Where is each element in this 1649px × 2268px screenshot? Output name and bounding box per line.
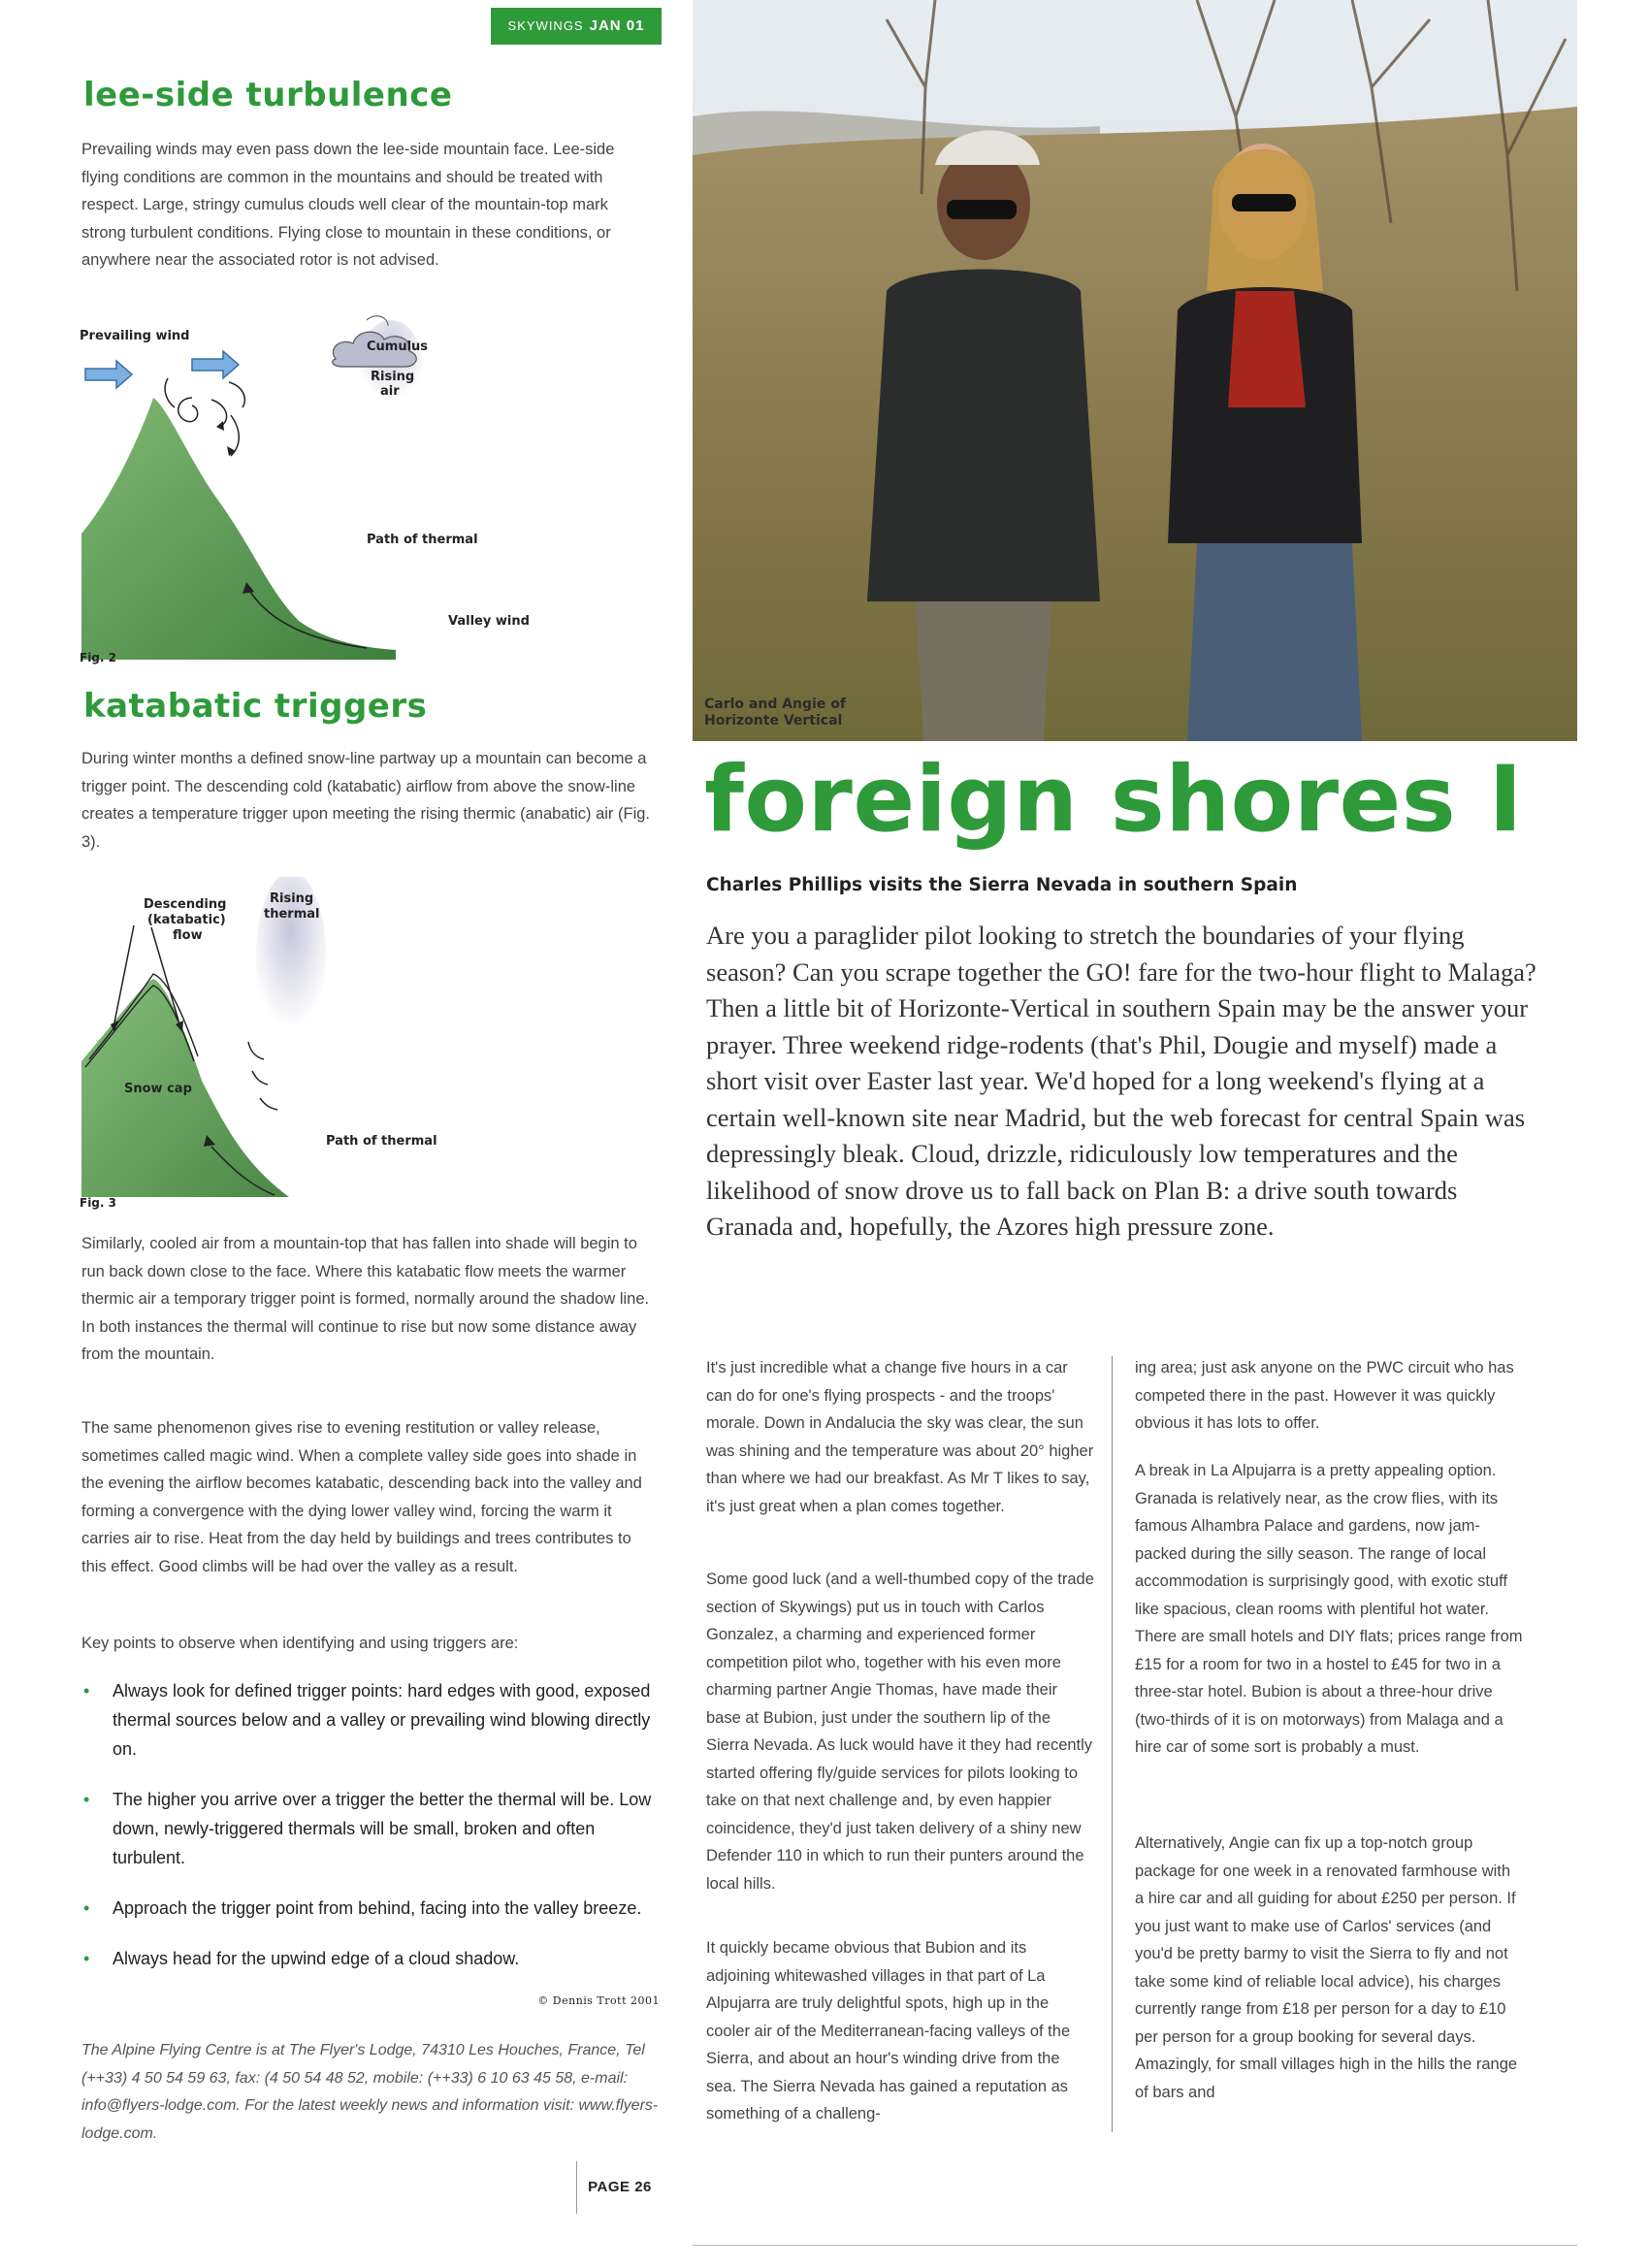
photo-carlo-and-angie	[693, 0, 1577, 741]
column-3-paragraph: ing area; just ask anyone on the PWC circuit who has competed there in the past. However it was quickly obvious it has lots to offer.	[1135, 1359, 1514, 1432]
article-intro: Are you a paraglider pilot looking to stretch the boundaries of your flying season? Can you scrape together the GO! fare for the two-hour flight to Malaga? Then a little bit of Horizonte-Vertical in southern Spain may be the answer your prayer. Three weekend ridge-rodents (that's Phil, Dougie and myself) made a short visit over Easter last year. We'd hoped for a long weekend's flying at a certain well-known site near Madrid, but the web forecast for central Spain was depressingly bleak. Cloud, drizzle, ridiculously low temperatures and the likelihood of snow drove us to fall back on Plan B: a drive south towards Granada and, hopefully, the Azores high pressure zone.	[706, 921, 1536, 1241]
alpine-flying-centre-footer: The Alpine Flying Centre is at The Flyer's Lodge, 74310 Les Houches, France, Tel (++33) 4 50 54 59 63, fax: (4 50 54 48 52, mobile: (++33) 6 10 63 45 58, e-mail: info@flyers-lodge.com. For the latest weekly news and information visit: www.flyers-lodge.com.	[81, 2042, 659, 2142]
wind-arrow-2	[192, 351, 239, 378]
fig-2-label: Fig. 2	[80, 651, 116, 664]
key-point-item: • The higher you arrive over a trigger the better the thermal will be. Low down, newly-triggered thermals will be small, broken and often turbulent.	[81, 1785, 663, 1872]
article-subtitle: Charles Phillips visits the Sierra Nevada in southern Spain	[706, 875, 1298, 895]
rising-thermal-label-2: thermal	[264, 907, 320, 922]
copyright-notice: © Dennis Trott 2001	[537, 1994, 660, 2007]
photo-caption-line-2: Horizonte Vertical	[704, 713, 843, 729]
key-point-item: • Approach the trigger point from behind, facing into the valley breeze.	[81, 1894, 663, 1923]
column-2-paragraph: Some good luck (and a well-thumbed copy of the trade section of Skywings) put us in touch with Carlos Gonzalez, a charming and experienced former competition pilot who, together with his even more charming partner Angie Thomas, have made their base at Bubion, just under the southern lip of the Sierra Nevada. As luck would have it they had recently started offering fly/guide services for pilots looking to take on that next challenge and, by even happier coincidence, they'd just taken delivery of a shiny new Defender 110 in which to run their punters around the local hills.	[706, 1571, 1094, 1893]
key-point-item: • Always head for the upwind edge of a cloud shadow.	[81, 1944, 663, 1973]
fig-3-diagram	[76, 877, 502, 1216]
photo-caption	[704, 697, 898, 729]
rising-thermal-label-1: Rising	[270, 891, 314, 906]
snow-cap-label: Snow cap	[124, 1082, 192, 1096]
rising-air-label-2: air	[380, 384, 400, 399]
path-of-thermal-label: Path of thermal	[367, 533, 478, 547]
column-2-paragraph: It quickly became obvious that Bubion and its adjoining whitewashed villages in that part of La Alpujarra are truly delightful spots, high up in the cooler air of the Mediterranean-facing valleys of the Sierra, and about an hour's winding drive from the sea. The Sierra Nevada has gained a reputation as something of a challeng-	[706, 1939, 1071, 2122]
lee-side-paragraph: Prevailing winds may even pass down the lee-side mountain face. Lee-side flying conditions are common in the mountains and should be treated with respect. Large, stringy cumulus clouds well clear of the mountain-top mark strong turbulent conditions. Flying close to mountain in these conditions, or anywhere near the associated rotor is not advised.	[81, 141, 615, 269]
cumulus-label: Cumulus	[367, 340, 429, 354]
path-of-thermal-label: Path of thermal	[326, 1134, 437, 1149]
katabatic-paragraph: During winter months a defined snow-line partway up a mountain can become a trigger point. The descending cold (katabatic) airflow from above the snow-line creates a temperature trigger upon meeting the rising thermic (anabatic) air (Fig. 3).	[81, 750, 651, 851]
descending-label-2: (katabatic)	[147, 913, 226, 927]
valley-wind-label: Valley wind	[448, 614, 530, 629]
rising-air-label-1: Rising	[371, 370, 415, 384]
fig-2-diagram	[76, 301, 561, 669]
article-title: foreign shores I	[704, 747, 1523, 853]
prevailing-wind-label: Prevailing wind	[80, 329, 190, 343]
same-phenomenon-paragraph: The same phenomenon gives rise to evening restitution or valley release, sometimes called magic wind. When a complete valley side goes into shade in the evening the airflow becomes katabatic, descending back into the valley and forming a convergence with the dying lower valley wind, forcing the warm it carries air to rise. Heat from the day held by buildings and trees contributes to this effect. Good climbs will be had over the valley as a result.	[81, 1419, 642, 1575]
column-divider	[1112, 1356, 1113, 2132]
key-points-list	[81, 1676, 663, 1994]
lee-side-heading: lee-side turbulence	[83, 76, 453, 114]
column-3-paragraph: Alternatively, Angie can fix up a top-notch group package for one week in a renovated farmhouse with a hire car and all guiding for about £250 per person. If you just want to make use of Carlos' services (and you'd be pretty barmy to visit the Sierra to fly and not take some kind of reliable local advice), his charges currently range from £18 per person for a day to £10 per person for a group booking for several days. Amazingly, for small villages high in the hills the range of bars and	[1135, 1834, 1518, 2101]
bottom-rule	[693, 2245, 1577, 2246]
descending-label-1: Descending	[144, 897, 227, 912]
key-point-item: • Always look for defined trigger points: hard edges with good, exposed thermal sources below and a valley or prevailing wind blowing directly on.	[81, 1676, 663, 1764]
column-3-paragraph: A break in La Alpujarra is a pretty appealing option. Granada is relatively near, as the crow flies, with its famous Alhambra Palace and gardens, now jam-packed during the silly season. The range of local accommodation is surprisingly good, with exotic stuff like spacious, clean rooms with plentiful hot water. There are small hotels and DIY flats; prices range from £15 for a room for two in a hostel to £45 for two in a three-star hotel. Bubion is about a three-hour drive (two-thirds of it is on motorways) from Malaga and a hire car of some sort is probably a must.	[1135, 1462, 1523, 1756]
issue-date: JAN 01	[589, 17, 645, 34]
descending-label-3: flow	[173, 928, 203, 943]
similarly-paragraph: Similarly, cooled air from a mountain-top that has fallen into shade will begin to run back down close to the face. Where this katabatic flow meets the warmer thermic air a temporary trigger point is formed, normally around the shadow line. In both instances the thermal will continue to rise but now some distance away from the mountain.	[81, 1235, 650, 1363]
photo-caption-line-1: Carlo and Angie of	[704, 697, 846, 712]
wind-arrow-1	[85, 361, 132, 388]
column-2-paragraph: It's just incredible what a change five hours in a car can do for one's flying prospects - and the troops' morale. Down in Andalucia the sky was clear, the sun was shining and the temperature was about 20° higher than where we had our breakfast. As Mr T likes to say, it's just great when a plan comes together.	[706, 1359, 1094, 1515]
page-number: PAGE 26	[576, 2161, 663, 2214]
magazine-header-tab	[491, 8, 662, 45]
magazine-name: SKYWINGS	[507, 18, 584, 33]
key-points-intro: Key points to observe when identifying and using triggers are:	[81, 1635, 519, 1652]
katabatic-heading: katabatic triggers	[83, 687, 428, 726]
fig-3-label: Fig. 3	[80, 1196, 116, 1210]
